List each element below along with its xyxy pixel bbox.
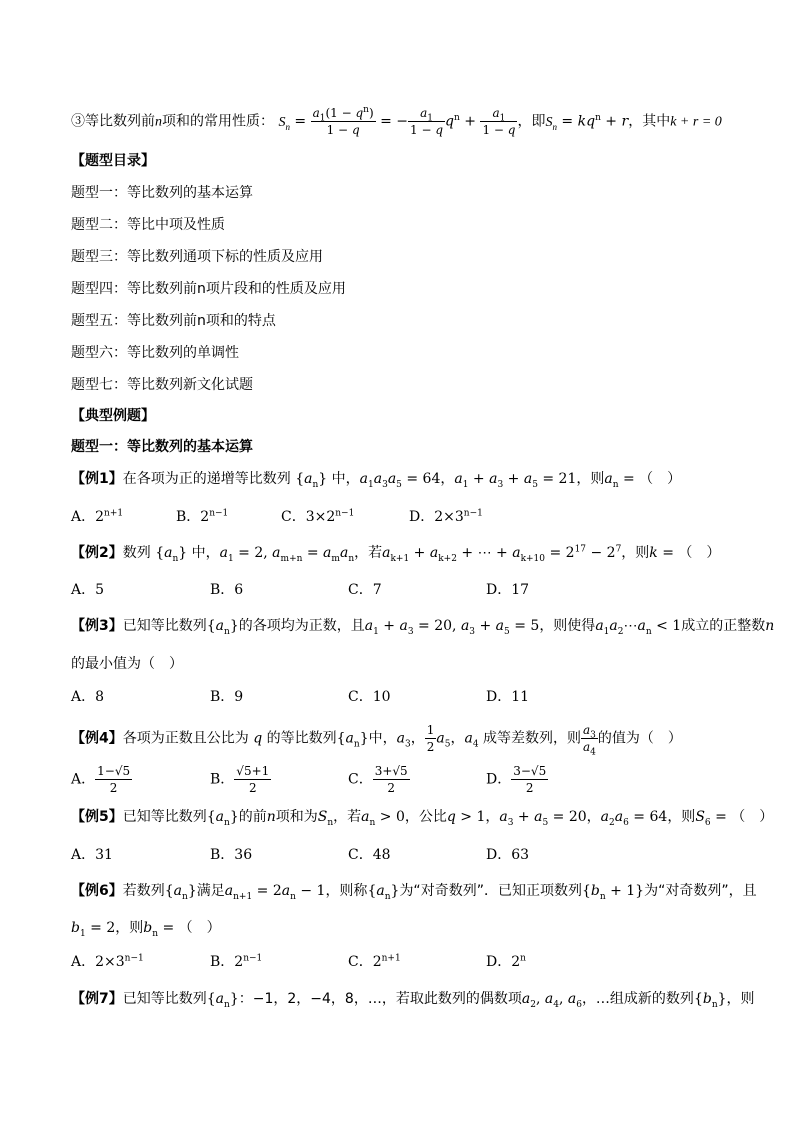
option-a: A．5: [71, 582, 105, 598]
example-3: 【例3】已知等比数列$\{a_n\}$的各项均为正数，且$a_1 + a_3 = 20$, $a_3 + a_5 = 5$，则使得$a_1a_2\cdots a_n < 1$成立的正整数n: [71, 618, 775, 637]
option-b: B．36: [210, 847, 253, 863]
option-b: B．$2^{n-1}$: [210, 953, 263, 970]
option-d: D． $\frac{3-√5}{2}$: [486, 764, 547, 795]
option-d: D．63: [486, 847, 530, 863]
toc-item: 题型五：等比数列前n项和的特点: [71, 313, 276, 329]
option-c: C．10: [348, 689, 391, 705]
option-b: B． $\frac{√5+1}{2}$: [210, 764, 270, 795]
option-a: A． $\frac{1-√5}{2}$: [71, 764, 131, 795]
option-a: A．31: [71, 847, 113, 863]
option-a: A．$2^{n+1}$: [71, 508, 124, 525]
option-a: A．$2\times 3^{n-1}$: [71, 953, 144, 970]
toc-item: 题型七：等比数列新文化试题: [71, 377, 253, 393]
option-b: B．$2^{n-1}$: [176, 508, 229, 525]
example-5: 【例5】已知等比数列$\{a_n\}$的前n项和为$S_n$，若$a_n > 0$，公比q > 1，$a_3 + a_5 = 20$，$a_2a_6 = 64$，则$S_6$ = （ ）: [71, 809, 774, 828]
option-c: C． $\frac{3+√5}{2}$: [348, 764, 408, 795]
option-d: D．17: [486, 582, 530, 598]
toc-item: 题型三：等比数列通项下标的性质及应用: [71, 249, 323, 265]
examples-title: 【典型例题】: [71, 408, 155, 424]
toc-item: 题型一：等比数列的基本运算: [71, 185, 253, 201]
example-4: 【例4】各项为正数且公比为 q 的等比数列$\{a_n\}$中，$a_3$， $\frac{1}{2}$ $a_5$，$a_4$ 成等差数列，则 $\frac{a_3}{a_4}$ 的值为（ ）: [71, 723, 682, 758]
option-c: C．$3\times 2^{n-1}$: [281, 508, 355, 525]
example-6: 【例6】若数列$\{a_n\}$满足$a_{n+1} = 2a_n - 1$，则称$\{a_n\}$为“对奇数列”．已知正项数列$\{b_n + 1\}$为“对奇数列”，且: [71, 883, 757, 902]
toc-item: 题型四：等比数列前n项片段和的性质及应用: [71, 281, 346, 297]
toc-item: 题型六：等比数列的单调性: [71, 345, 239, 361]
option-b: B．9: [210, 689, 244, 705]
example-6-cont: $b_1 = 2$，则$b_n$ = （ ）: [71, 920, 221, 939]
example-1: 【例1】在各项为正的递增等比数列 $\{a_n\}$ 中，$a_1a_3a_5 = 64$，$a_1 + a_3 + a_5 = 21$，则$a_n$ = （ ）: [71, 471, 682, 490]
option-c: C．48: [348, 847, 391, 863]
fraction-sum-formula: $\frac{a_1(1 - q^n)}{1 - q}$: [312, 105, 374, 137]
section-title: 题型一：等比数列的基本运算: [71, 439, 253, 455]
option-c: C．$2^{n+1}$: [348, 953, 401, 970]
example-7: 【例7】已知等比数列$\{a_n\}$：−1，2，−4，8，…，若取此数列的偶数项$a_2$, $a_4$, $a_6$，…组成新的数列$\{b_n\}$，则: [71, 991, 755, 1010]
option-b: B．6: [210, 582, 244, 598]
toc-title: 【题型目录】: [71, 153, 155, 169]
toc-item: 题型二：等比中项及性质: [71, 217, 225, 233]
property-3-line: ③等比数列前n项和的常用性质： $S_n$ = $\frac{a_1(1 - q^n)}{1 - q}$ = − $\frac{a_1}{1 - q}$ $q^n$ + $\frac{a_1}{1 - q}$ ，即$S_n = kq^n + r$，其中k + r = 0: [71, 105, 722, 137]
property-text: ③等比数列前: [71, 113, 155, 130]
option-d: D．2$^n$: [486, 953, 526, 970]
option-d: D．11: [486, 689, 530, 705]
option-d: D．$2\times 3^{n-1}$: [409, 508, 483, 525]
option-a: A．8: [71, 689, 105, 705]
option-c: C．7: [348, 582, 382, 598]
example-2: 【例2】数列 $\{a_n\}$ 中，$a_1 = 2$, $a_{m+n} = a_ma_n$，若$a_{k+1} + a_{k+2}$ + ⋯ + $a_{k+10} = 2^{17} - 2^7$，则k = （ ）: [71, 544, 721, 564]
example-3-cont: 的最小值为（ ）: [71, 656, 183, 672]
